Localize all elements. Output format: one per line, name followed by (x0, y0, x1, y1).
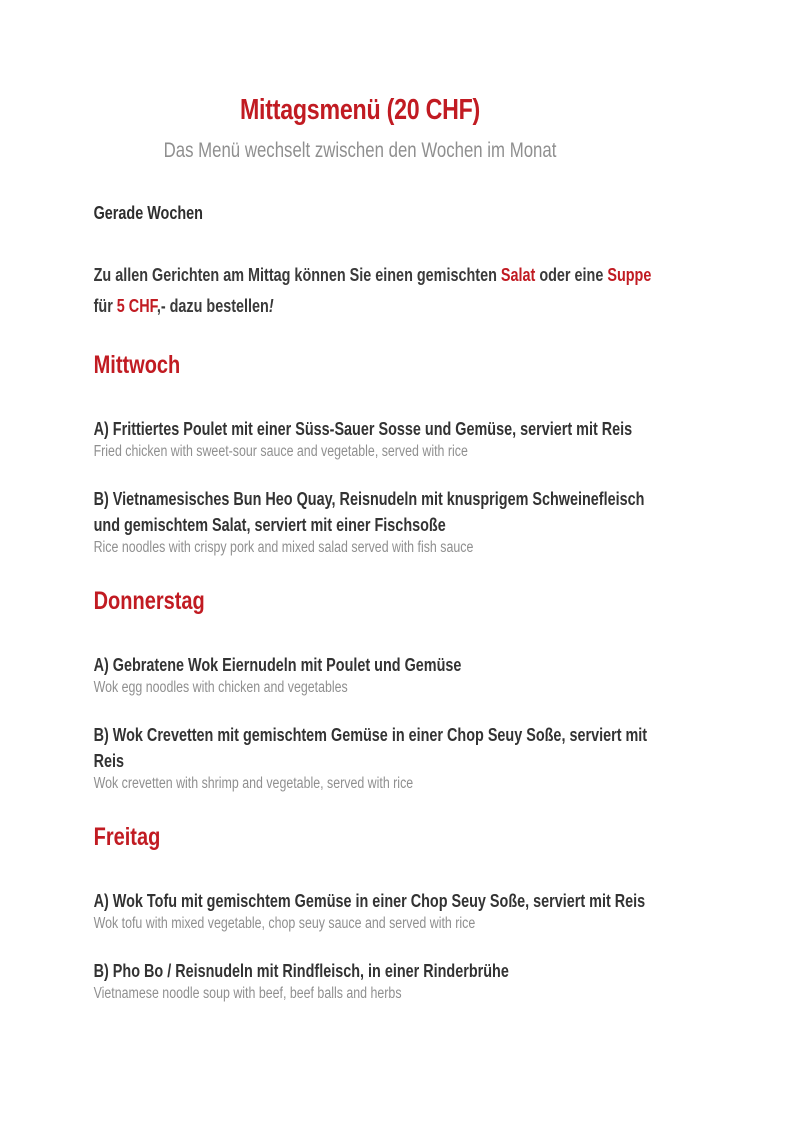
intro-exclamation: ! (268, 296, 274, 316)
menu-item (94, 652, 661, 698)
item-name-de: A) Gebratene Wok Eiernudeln mit Poulet und Gemüse (93, 655, 462, 675)
item-name-de: A) Wok Tofu mit gemischtem Gemüse in einer Chop Seuy Soße, serviert mit Reis (93, 891, 646, 911)
item-name-de: B) Wok Crevetten mit gemischtem Gemüse in einer Chop Seuy Soße, serviert mit Reis (93, 725, 648, 771)
intro-text-3: für (93, 296, 117, 316)
item-desc-en: Wok crevetten with shrimp and vegetable, served with rice (93, 775, 414, 792)
day-section-freitag (94, 824, 661, 1004)
day-heading-donnerstag: Donnerstag (93, 587, 205, 615)
item-desc-en: Wok egg noodles with chicken and vegetables (93, 679, 348, 696)
week-label: Gerade Wochen (93, 203, 203, 223)
menu-item (94, 958, 661, 1004)
suppe-highlight: Suppe (607, 265, 652, 285)
menu-subtitle: Das Menü wechselt zwischen den Wochen im Monat (163, 139, 557, 162)
menu-item (94, 416, 661, 462)
item-name-de: B) Vietnamesisches Bun Heo Quay, Reisnudeln mit knusprigem Schweinefleisch und gemischtem Salat, serviert mit einer Fischsoße (93, 489, 645, 535)
day-section-mittwoch (94, 352, 661, 558)
intro-text-2: oder eine (535, 265, 608, 285)
item-desc-en: Wok tofu with mixed vegetable, chop seuy sauce and served with rice (93, 915, 476, 932)
menu-item (94, 722, 661, 794)
menu-title: Mittagsmenü (20 CHF) (239, 94, 481, 126)
intro-text-4: ,- dazu bestellen (156, 296, 269, 316)
day-section-donnerstag (94, 588, 661, 794)
item-desc-en: Rice noodles with crispy pork and mixed salad served with fish sauce (93, 539, 474, 556)
item-desc-en: Fried chicken with sweet-sour sauce and vegetable, served with rice (93, 443, 468, 460)
day-heading-mittwoch: Mittwoch (93, 351, 181, 379)
item-desc-en: Vietnamese noodle soup with beef, beef balls and herbs (93, 985, 402, 1002)
item-name-de: B) Pho Bo / Reisnudeln mit Rindfleisch, in einer Rinderbrühe (93, 961, 509, 981)
salat-highlight: Salat (500, 265, 536, 285)
menu-item (94, 888, 661, 934)
intro-text-1: Zu allen Gerichten am Mittag können Sie einen gemischten (93, 265, 501, 285)
menu-item (94, 486, 661, 558)
menu-header (94, 96, 627, 161)
day-heading-freitag: Freitag (93, 823, 161, 851)
price-highlight: 5 CHF (116, 296, 157, 316)
intro-paragraph (94, 260, 661, 322)
item-name-de: A) Frittiertes Poulet mit einer Süss-Sauer Sosse und Gemüse, serviert mit Reis (93, 419, 633, 439)
